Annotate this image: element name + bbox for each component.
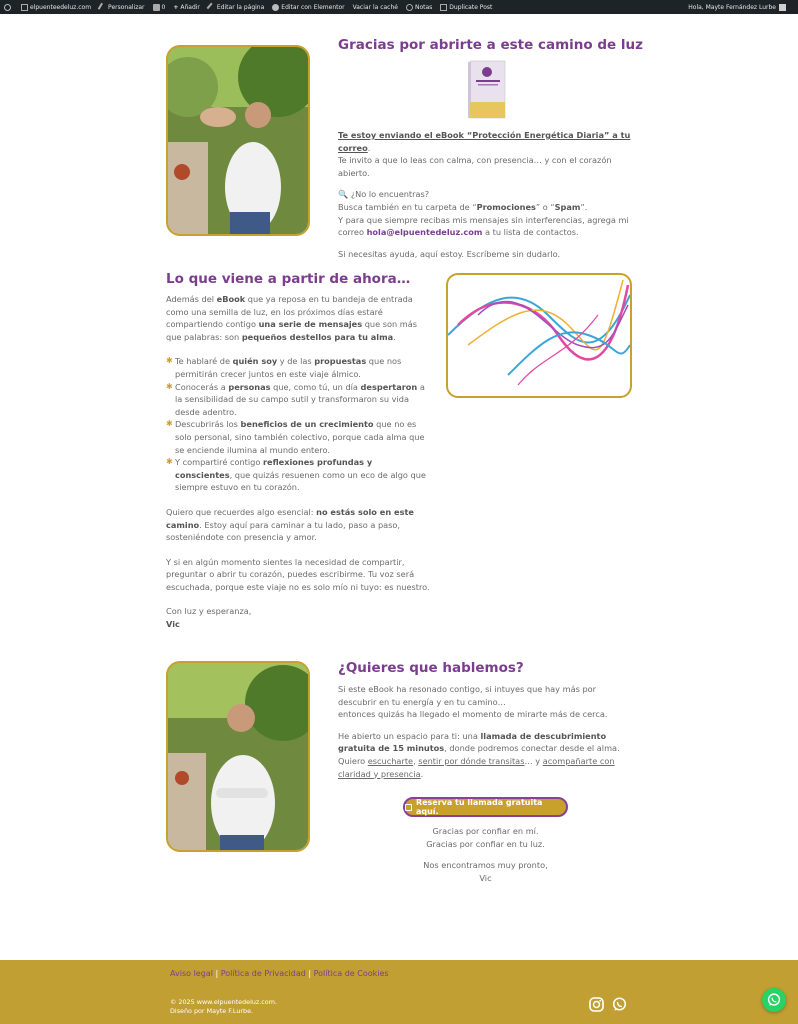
account-menu[interactable]: Hola, Mayte Fernández Lurbe [688, 4, 786, 11]
list-item: ✱ Conocerás a personas que, como tú, un día despertaron a la sensibilidad de su campo sutil y transformaron su vida desde adentro. [166, 381, 425, 417]
footer-links: Aviso legal | Política de Privacidad | Política de Cookies [170, 969, 389, 978]
vic-photo-thumbs-up [166, 45, 310, 236]
spam-hint: Busca también en tu carpeta de “Promociones” o “Spam”. [338, 201, 588, 212]
help-text: Si necesitas ayuda, aquí estoy. Escríbeme sin dudarlo. [338, 248, 561, 259]
whatsapp-icon[interactable] [612, 997, 627, 1012]
photo-illustration [168, 47, 308, 234]
plus-icon: + [173, 3, 179, 11]
star-icon: ✱ [166, 356, 173, 366]
whats-next-title: Lo que viene a partir de ahora… [166, 271, 411, 287]
star-icon: ✱ [166, 419, 173, 429]
email-link[interactable]: hola@elpuentedeluz.com [366, 227, 483, 238]
list-item: ✱ Descubrirás los beneficios de un crecimiento que no es solo personal, sino también colectivo, porque cada alma que se enciende ilumina al mundo entero. [166, 419, 425, 455]
whats-next-text [166, 293, 430, 631]
elementor-icon [272, 4, 279, 11]
list-item: ✱ Y compartiré contigo reflexiones profundas y conscientes, que quizás resuenen como un eco de algo que siempre estuvo en tu corazón. [166, 457, 426, 493]
calendar-icon [405, 804, 412, 811]
signoff: Con luz y esperanza, [166, 606, 252, 617]
vic-photo-crossed-arms [166, 661, 310, 852]
comment-icon [153, 4, 160, 11]
ebook-cover [467, 60, 507, 120]
feel-link[interactable]: sentir por dónde transitas [418, 755, 525, 766]
avatar [779, 4, 786, 11]
list-item: ✱ Te hablaré de quién soy y de las propuestas que nos permitirán crecer juntos en este viaje álmico. [166, 356, 402, 379]
notes-link[interactable]: Notas [406, 4, 432, 11]
comments-link[interactable]: 0 [153, 4, 166, 11]
copyright: © 2025 www.elpuentedeluz.com. Diseño por Mayte F.Lurbe. [170, 998, 277, 1015]
talk-title: ¿Quieres que hablemos? [338, 660, 524, 676]
listen-link[interactable]: escucharte [367, 755, 414, 766]
book-call-button[interactable]: Reserva tu llamada gratuita aquí. [403, 797, 568, 817]
star-icon: ✱ [166, 457, 173, 467]
benefits-list [166, 355, 430, 494]
whatsapp-chat-button[interactable] [762, 988, 786, 1012]
talk-text: Si este eBook ha resonado contigo, si intuyes que hay más por descubrir en tu energía y en tu camino… entonces quizás ha llegado el momento de mirarte más de cerca. He abierto un espacio para ti: una llamada de descubrimiento gratuita de 15 minutos, donde podremos conectar desde el alma. Quiero escucharte, sentir por dónde transitas… y acompañarte con claridad y presencia. [338, 684, 620, 779]
accompany-link[interactable]: acompañarte con claridad y presencia [338, 755, 615, 779]
whatsapp-icon [767, 993, 781, 1007]
admin-bar [0, 0, 798, 14]
pencil-icon [206, 2, 216, 12]
thanks-title: Gracias por abrirte a este camino de luz [338, 37, 643, 53]
duplicate-post-link[interactable]: Duplicate Post [440, 4, 492, 11]
edit-page-link[interactable]: Editar la página [208, 4, 264, 11]
duplicate-icon [440, 4, 447, 11]
brush-icon [98, 2, 108, 12]
privacy-policy-link[interactable]: Política de Privacidad [220, 969, 306, 978]
light-waves-image [446, 273, 632, 398]
intro-paragraph: Además del eBook que ya reposa en tu bandeja de entrada como una semilla de luz, en los próximos días estaré compartiendo contigo una serie de mensajes que son más que palabras: son pequeños destellos para tu alma. [166, 294, 418, 342]
edit-elementor-link[interactable]: Editar con Elementor [272, 4, 344, 11]
magnifier-icon: 🔍 [338, 189, 349, 200]
footer [0, 960, 798, 1024]
customize-link[interactable]: Personalizar [99, 4, 144, 11]
ebook-email-link[interactable]: Te estoy enviando el eBook “Protección Energética Diaria” a tu correo [338, 130, 631, 153]
clear-cache-link[interactable]: Vaciar la caché [352, 3, 398, 11]
closing-text: Gracias por confiar en mí. Gracias por confiar en tu luz. Nos encontramos muy pronto, Vic [423, 826, 548, 883]
photo-illustration [168, 663, 308, 850]
instagram-icon[interactable] [589, 997, 604, 1012]
wordpress-menu[interactable] [4, 4, 13, 11]
speech-bubble-icon [406, 4, 413, 11]
home-icon [21, 4, 28, 11]
share-paragraph: Y si en algún momento sientes la necesidad de compartir, preguntar o abrir tu corazón, puedes escribirme. Tu voz será escuchada, porque este viaje no es solo mío ni tuyo: es nuestro. [166, 556, 430, 592]
star-icon: ✱ [166, 381, 173, 391]
cookies-policy-link[interactable]: Política de Cookies [313, 969, 389, 978]
read-calmly-text: Te invito a que lo leas con calma, con presencia… y con el corazón abierto. [338, 155, 612, 178]
remember-paragraph: Quiero que recuerdes algo esencial: no estás solo en este camino. Estoy aquí para caminar a tu lado, paso a paso, sosteniéndote con presencia y amor. [166, 506, 414, 543]
add-new-link[interactable]: + Añadir [173, 3, 200, 11]
site-name-link[interactable]: elpuenteedeluz.com [21, 4, 91, 11]
signature: Vic [166, 619, 180, 630]
legal-notice-link[interactable]: Aviso legal [170, 969, 213, 978]
wordpress-icon [4, 4, 11, 11]
confirmation-text: Te estoy enviando el eBook “Protección Energética Diaria” a tu correo. Te invito a que lo leas con calma, con presencia… y con el corazón abierto. 🔍 ¿No lo encuentras? Busca también en tu carpeta de “Promociones” o “Spam”. Y para que siempre recibas mis mensajes sin interferencias, agrega mi correo hola@elpuentedeluz.com a tu lista de contactos. Si necesitas ayuda, aquí estoy. Escríbeme sin dudarlo. [338, 129, 638, 260]
